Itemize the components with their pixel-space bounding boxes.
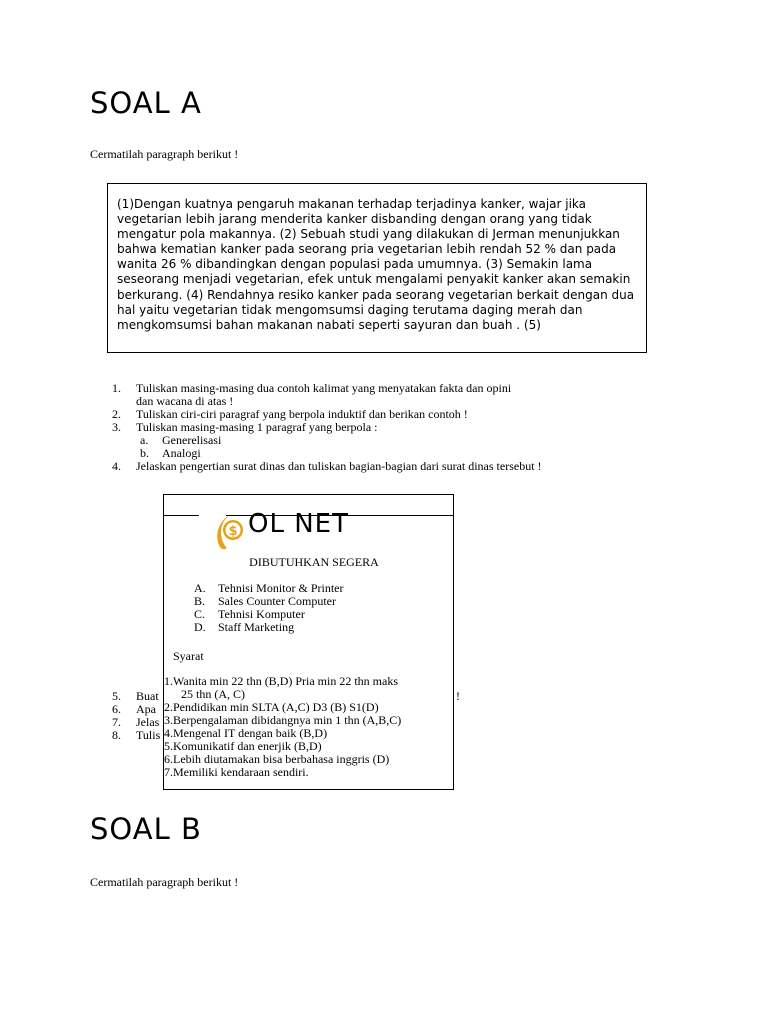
question-list [112,382,542,473]
requirement-item [164,766,449,779]
position-item [194,621,343,634]
partially-hidden-questions [112,690,160,742]
question-text: Jelaskan pengertian surat dinas dan tuliskan bagian-bagian dari surat dinas tersebut ! [136,459,542,473]
question-text: Tulis [136,728,161,742]
soal-b-intro: Cermatilah paragraph berikut ! [90,875,239,889]
question-text: Jelas [136,715,160,729]
sub-item-text: Generelisasi [162,433,222,447]
position-list [194,582,343,634]
question-number: 6. [112,702,121,716]
question-number: 1. [112,381,121,395]
sub-item-text: Analogi [162,446,201,460]
passage-box [107,183,647,353]
requirement-text: Lebih diutamakan bisa berbahasa inggris (D) [173,752,390,766]
requirement-number: 1. [164,674,173,688]
requirement-number: 7. [164,765,173,779]
position-letter: A. [194,581,206,595]
requirement-number: 3. [164,713,173,727]
soal-a-heading: SOAL A [90,86,202,120]
soal-a-intro: Cermatilah paragraph berikut ! [90,147,239,161]
requirement-number: 6. [164,752,173,766]
requirement-text: Mengenal IT dengan baik (B,D) [173,726,328,740]
question-number: 4. [112,459,121,473]
requirement-text: Wanita min 22 thn (B,D) Pria min 22 thn maks [173,674,399,688]
position-text: Sales Counter Computer [218,594,336,608]
question-text: Buat [136,689,159,703]
ad-headline: DIBUTUHKAN SEGERA [249,555,379,569]
question-text: Tuliskan masing-masing dua contoh kalimat yang menyatakan fakta dan opini [136,381,512,395]
position-text: Tehnisi Monitor & Printer [218,581,344,595]
question-text: Apa [136,702,156,716]
position-letter: B. [194,594,206,608]
question-item [112,421,542,460]
requirement-number: 2. [164,700,173,714]
requirement-text: Pendidikan min SLTA (A,C) D3 (B) S1(D) [173,700,379,714]
svg-text:$: $ [228,524,238,539]
dollar-coin-icon [216,513,248,551]
sub-item-letter: b. [140,446,149,460]
sub-item-letter: a. [140,433,149,447]
position-letter: D. [194,620,206,634]
question-item [112,382,542,408]
position-text: Tehnisi Komputer [218,607,305,621]
ad-brand-name: OL NET [248,509,349,539]
requirement-number: 5. [164,739,173,753]
requirement-text-cont: 25 thn (A, C) [181,687,245,701]
requirement-item [164,675,449,701]
requirement-text: Memiliki kendaraan sendiri. [173,765,309,779]
requirements-label: Syarat [173,649,204,663]
question-text-cont: dan wacana di atas ! [136,394,234,408]
question-number: 7. [112,715,121,729]
position-letter: C. [194,607,206,621]
divider [164,515,199,516]
job-ad-box [163,494,454,790]
hidden-question-end: ! [456,689,460,703]
requirement-text: Berpengalaman dibidangnya min 1 thn (A,B,C) [173,713,402,727]
requirement-text: Komunikatif dan enerjik (B,D) [173,739,322,753]
question-number: 5. [112,689,121,703]
question-number: 2. [112,407,121,421]
question-text: Tuliskan ciri-ciri paragraf yang berpola induktif dan berikan contoh ! [136,407,468,421]
question-number: 3. [112,420,121,434]
question-item [112,729,160,742]
sub-list [136,434,542,460]
soal-b-heading: SOAL B [90,812,202,846]
question-text: Tuliskan masing-masing 1 paragraf yang berpola : [136,420,378,434]
question-item [112,460,542,473]
question-number: 8. [112,728,121,742]
requirement-number: 4. [164,726,173,740]
passage-text: (1)Dengan kuatnya pengaruh makanan terhadap terjadinya kanker, wajar jika vegetarian lebih jarang menderita kanker disbanding dengan orang yang tidak mengatur pola makannya. (2) Sebuah studi yang dilakukan di Jerman menunjukkan bahwa kematian kanker pada seorang pria vegetarian lebih rendah 52 % dan pada wanita 26 % dibandingkan dengan populasi pada umumnya. (3) Semakin lama seseorang menjadi vegetarian, efek untuk mengalami penyakit kanker akan semakin berkurang. (4) Rendahnya resiko kanker pada seorang vegetarian berkait dengan dua hal yaitu vegetarian tidak mengomsumsi daging terutama daging merah dan mengkomsumsi bahan makanan nabati seperti sayuran dan buah . (5) [117,197,635,332]
requirements-list [164,675,449,779]
position-text: Staff Marketing [218,620,295,634]
